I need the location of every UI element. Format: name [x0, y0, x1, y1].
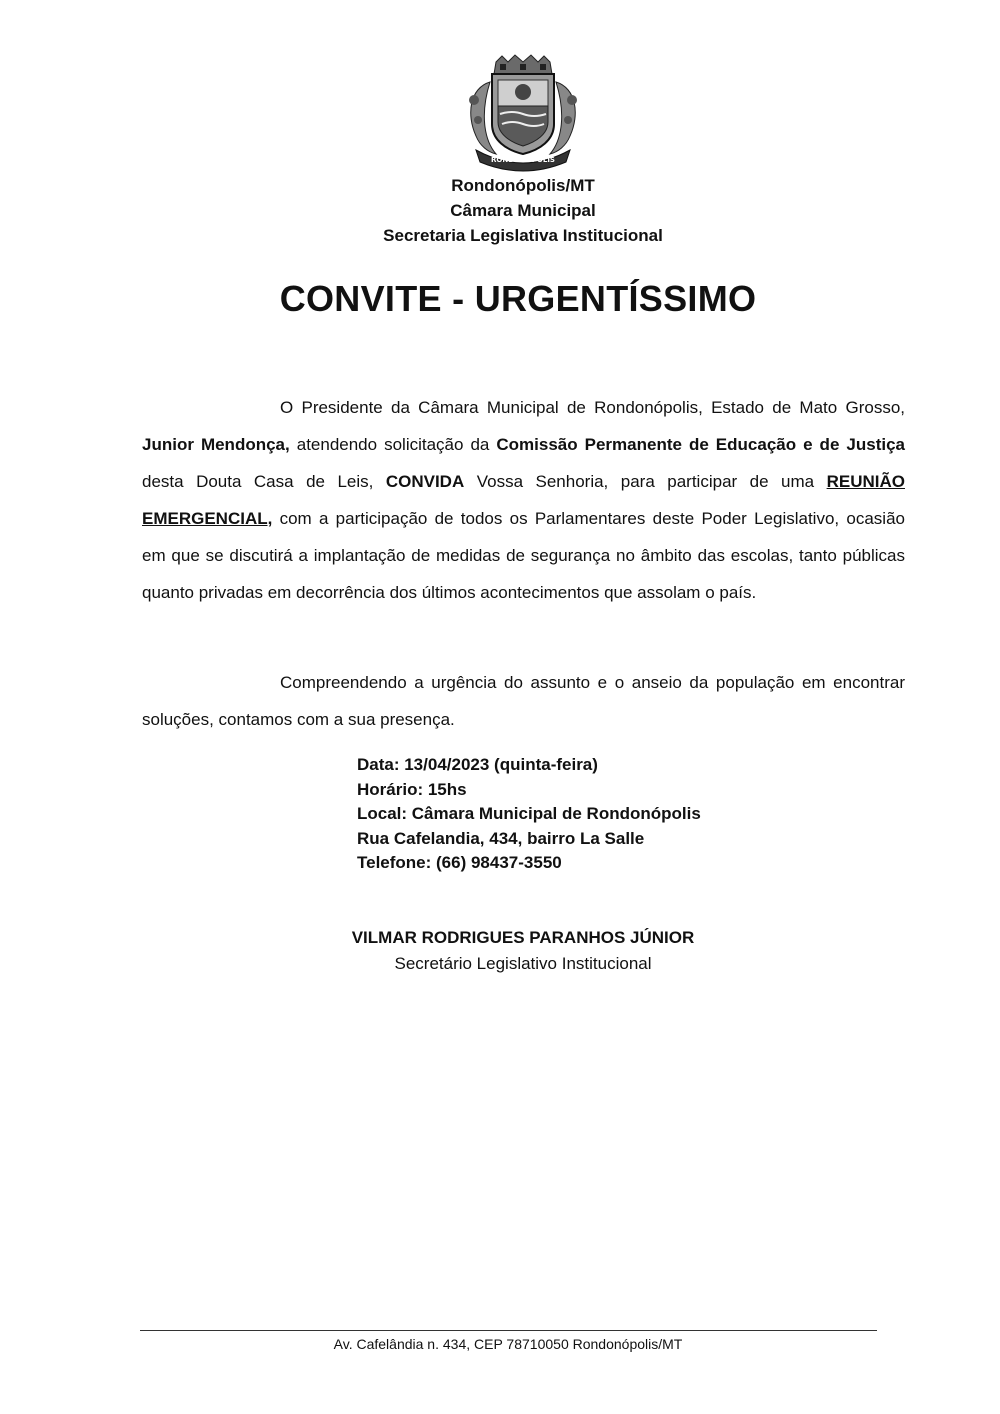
- meeting-address: Rua Cafelandia, 434, bairro La Salle: [357, 828, 645, 848]
- commission-name: Comissão Permanente de Educação e de Justiça: [496, 435, 905, 454]
- invitation-paragraph: O Presidente da Câmara Municipal de Rondonópolis, Estado de Mato Grosso, Junior Mendonça, atendendo solicitação da Comissão Permanente de Educação e de Justiça desta Douta Casa de Leis, CONVIDA Vossa Senhoria, para participar de uma REUNIÃO EMERGENCIAL, com a participação de todos os Parlamentares deste Poder Legislativo, ocasião em que se discutirá a implantação de medidas de segurança no âmbito das escolas, tanto públicas quanto privadas em decorrência dos últimos acontecimentos que assolam o país.: [142, 398, 905, 602]
- contact-phone: Telefone: (66) 98437-3550: [357, 853, 562, 872]
- closing-paragraph: Compreendendo a urgência do assunto e o anseio da população em encontrar soluções, contamos com a sua presença.: [142, 673, 905, 729]
- convida-word: CONVIDA: [385, 472, 465, 491]
- president-name: Junior Mendonça,: [142, 435, 290, 454]
- footer-address: Av. Cafelândia n. 434, CEP 78710050 Rondonópolis/MT: [333, 1336, 683, 1352]
- document-title: CONVITE - URGENTÍSSIMO: [279, 278, 757, 319]
- meeting-place: Local: Câmara Municipal de Rondonópolis: [357, 804, 701, 823]
- header-city: Rondonópolis/MT: [451, 176, 595, 195]
- header-chamber: Câmara Municipal: [450, 201, 596, 220]
- municipal-coat-of-arms: [462, 54, 584, 172]
- footer-divider: [140, 1330, 877, 1331]
- crest-ribbon-label: RONDONÓPOLIS: [491, 156, 555, 164]
- signer-role: Secretário Legislativo Institucional: [394, 954, 652, 973]
- header-secretariat: Secretaria Legislativa Institucional: [383, 226, 663, 245]
- meeting-date: Data: 13/04/2023 (quinta-feira): [357, 755, 598, 774]
- signature-block: [0, 925, 1000, 977]
- institution-header: [0, 173, 1000, 248]
- meeting-details: [357, 753, 701, 876]
- meeting-type: REUNIÃO EMERGENCIAL,: [142, 472, 905, 528]
- signer-name: VILMAR RODRIGUES PARANHOS JÚNIOR: [351, 928, 695, 947]
- meeting-time: Horário: 15hs: [357, 779, 467, 799]
